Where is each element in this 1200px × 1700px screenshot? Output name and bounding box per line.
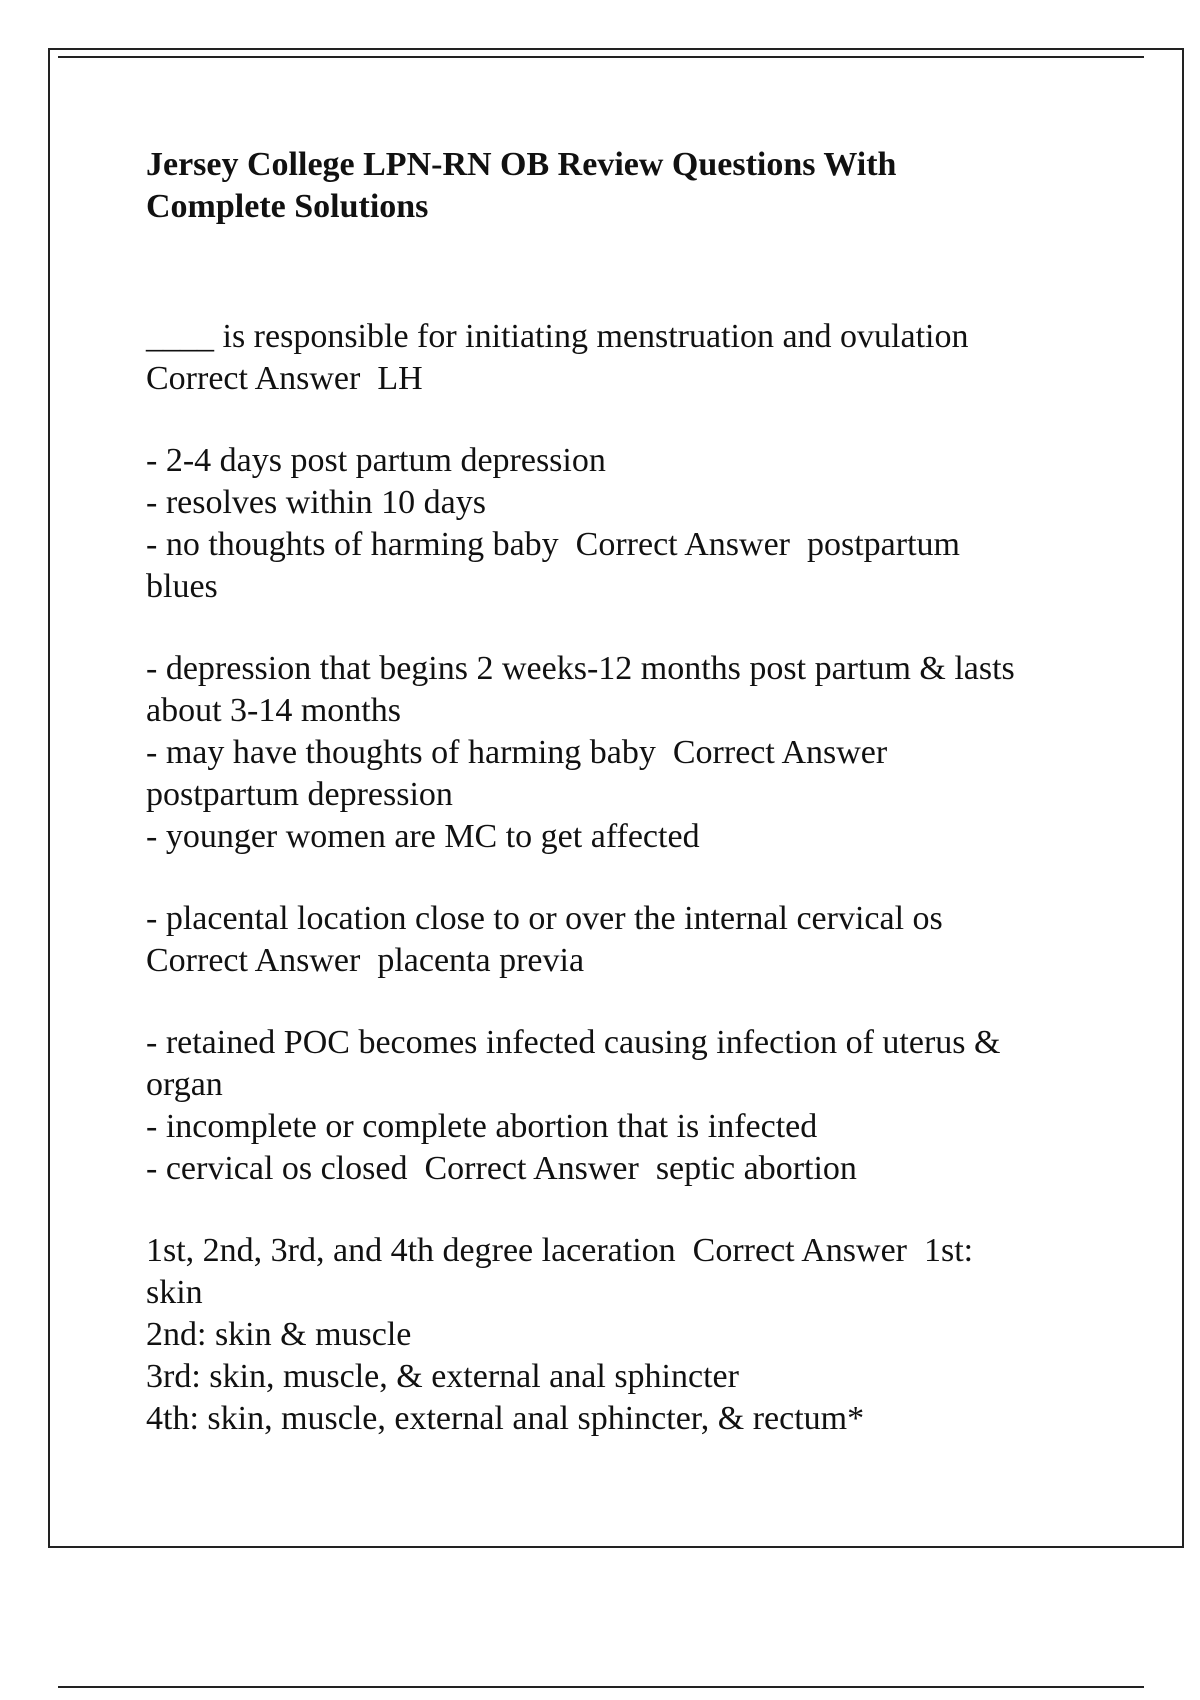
- qa-block-laceration: [146, 1230, 1106, 1440]
- qa-block-postpartum-depression: [146, 648, 1106, 858]
- qa-line: Correct Answer placenta previa: [146, 942, 585, 979]
- qa-line: organ: [146, 1066, 223, 1103]
- top-rule: [58, 56, 1144, 58]
- qa-line: blues: [146, 568, 218, 605]
- document-content: [146, 144, 1106, 1480]
- qa-line: Correct Answer LH: [146, 360, 423, 397]
- qa-line: - cervical os closed Correct Answer septic abortion: [146, 1150, 857, 1187]
- qa-line: about 3-14 months: [146, 692, 401, 729]
- qa-line: - younger women are MC to get affected: [146, 818, 700, 855]
- qa-line: - 2-4 days post partum depression: [146, 442, 606, 479]
- qa-line: - placental location close to or over the internal cervical os: [146, 900, 943, 937]
- qa-block-placenta-previa: [146, 898, 1106, 982]
- qa-line: postpartum depression: [146, 776, 453, 813]
- qa-list: [146, 316, 1106, 1440]
- qa-line: skin: [146, 1274, 203, 1311]
- qa-line: 3rd: skin, muscle, & external anal sphincter: [146, 1358, 739, 1395]
- qa-block-postpartum-blues: [146, 440, 1106, 608]
- qa-line: - resolves within 10 days: [146, 484, 486, 521]
- qa-line: - incomplete or complete abortion that is infected: [146, 1108, 818, 1145]
- bottom-rule: [58, 1686, 1144, 1688]
- qa-line: - depression that begins 2 weeks-12 months post partum & lasts: [146, 650, 1015, 687]
- qa-line: - retained POC becomes infected causing infection of uterus &: [146, 1024, 1001, 1061]
- qa-line: - no thoughts of harming baby Correct Answer postpartum: [146, 526, 960, 563]
- qa-line: 4th: skin, muscle, external anal sphincter, & rectum*: [146, 1400, 865, 1437]
- document-title: Jersey College LPN-RN OB Review Questions With Complete Solutions: [146, 146, 897, 225]
- qa-line: ____ is responsible for initiating menstruation and ovulation: [146, 318, 969, 355]
- qa-line: 1st, 2nd, 3rd, and 4th degree laceration Correct Answer 1st:: [146, 1232, 974, 1269]
- qa-block-septic-abortion: [146, 1022, 1106, 1190]
- qa-line: - may have thoughts of harming baby Correct Answer: [146, 734, 888, 771]
- qa-block-lh: [146, 316, 1106, 400]
- qa-line: 2nd: skin & muscle: [146, 1316, 412, 1353]
